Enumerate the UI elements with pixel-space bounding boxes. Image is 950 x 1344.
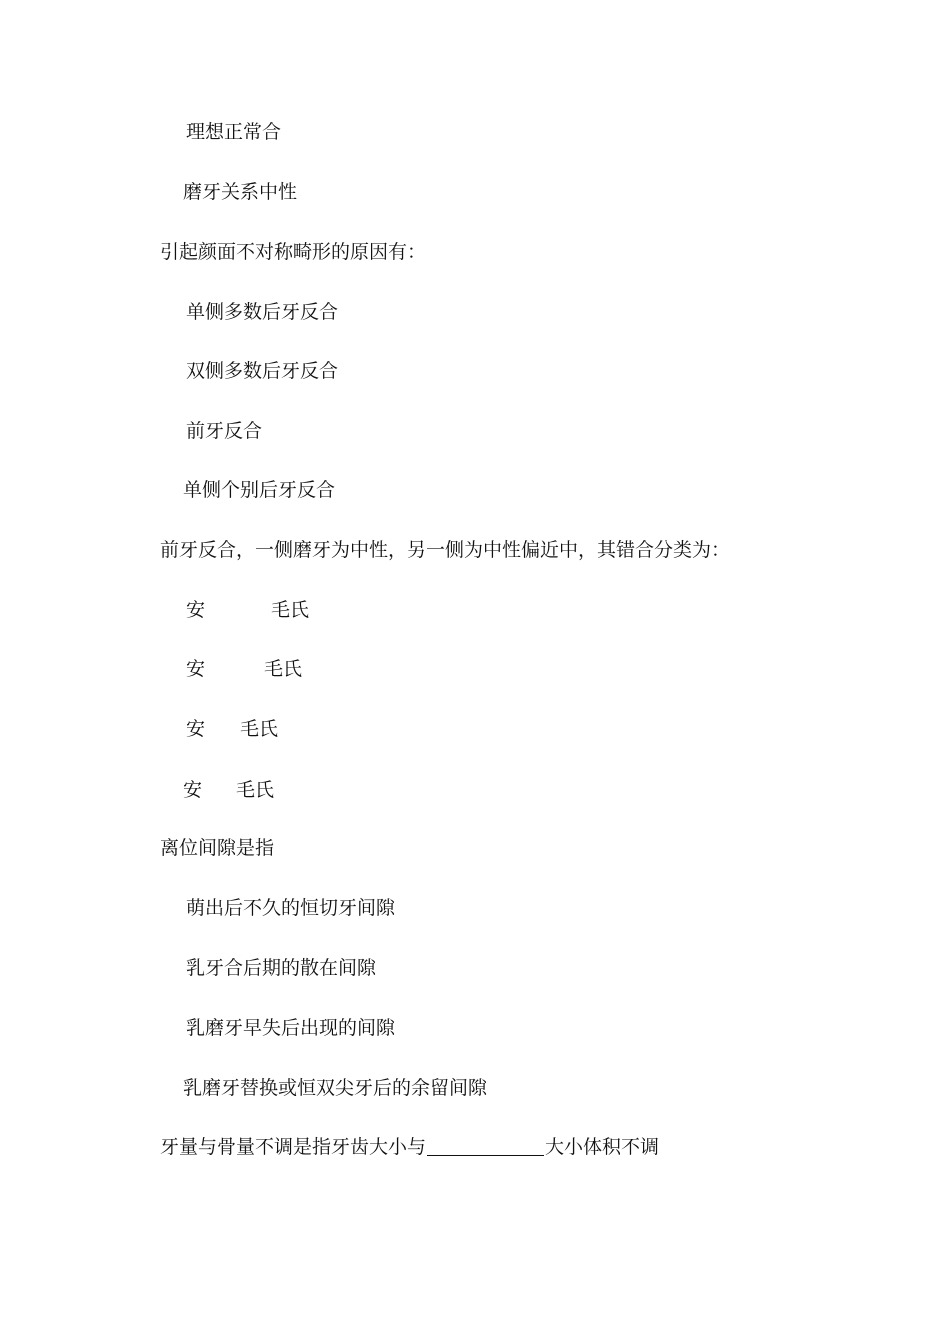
mao-label: 毛氏 (240, 718, 279, 740)
option-classification-a (186, 598, 309, 622)
question-malocclusion-classification: 前牙反合，一侧磨牙为中性，另一侧为中性偏近中，其错合分类为： (160, 539, 731, 561)
option-classification-d (183, 778, 274, 802)
answer-blank[interactable] (427, 1135, 544, 1156)
angle-label: 安 (186, 658, 206, 680)
option-classification-c (186, 717, 278, 741)
option-classification-b (186, 657, 302, 681)
mao-label: 毛氏 (271, 599, 310, 621)
option-ideal-normal-occlusion: 理想正常合 (186, 121, 282, 143)
option-residual-space: 乳磨牙替换或恒双尖牙后的余留间隙 (183, 1077, 488, 1099)
angle-label: 安 (186, 718, 206, 740)
stem-after-blank: 大小体积不调 (545, 1136, 660, 1158)
mao-label: 毛氏 (236, 779, 275, 801)
angle-label: 安 (183, 779, 203, 801)
stem-before-blank: 牙量与骨量不调是指牙齿大小与 (160, 1136, 427, 1158)
question-facial-asymmetry: 引起颜面不对称畸形的原因有： (160, 241, 427, 263)
option-unilateral-posterior-crossbite: 单侧多数后牙反合 (186, 301, 339, 323)
angle-label: 安 (186, 599, 206, 621)
option-primary-spacing: 乳牙合后期的散在间隙 (186, 957, 377, 979)
option-bilateral-posterior-crossbite: 双侧多数后牙反合 (186, 360, 339, 382)
question-leeway-space: 离位间隙是指 (160, 837, 275, 859)
option-anterior-crossbite: 前牙反合 (186, 420, 263, 442)
option-unilateral-individual-crossbite: 单侧个别后牙反合 (183, 479, 336, 501)
option-incisor-space: 萌出后不久的恒切牙间隙 (186, 897, 396, 919)
question-tooth-bone-discrepancy (160, 1135, 659, 1159)
option-early-loss-space: 乳磨牙早失后出现的间隙 (186, 1017, 396, 1039)
option-molar-neutral: 磨牙关系中性 (183, 181, 298, 203)
mao-label: 毛氏 (264, 658, 303, 680)
